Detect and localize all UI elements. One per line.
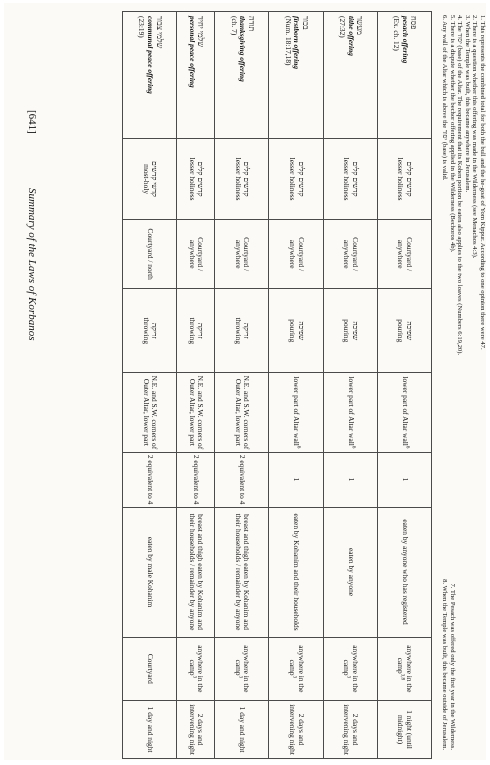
holiness-level: lesser holiness (233, 157, 243, 201)
footnote: 1. This represents the combined total for both the bull and the he-goat of Yom Kippur. According to one opinion there were 47. (479, 15, 486, 350)
footnote-ref: 3 (345, 675, 351, 679)
holiness-level: lesser holiness (288, 157, 298, 201)
blood-service: pouring (342, 319, 352, 343)
offering-hebrew: מעשר (355, 16, 365, 35)
offering-name: firstborn offering (292, 16, 302, 70)
slaughter-location-cell (377, 220, 431, 289)
offering-name: communal peace offering (145, 16, 155, 94)
table-row (123, 12, 177, 759)
blood-service: throwing (141, 317, 151, 345)
offering-hebrew: תודה (246, 16, 256, 32)
blood-placement: lower part of Altar wall (400, 376, 410, 446)
blood-service-cell (123, 289, 177, 373)
offering-name: tithe offering (346, 16, 356, 56)
blood-placement: N.E. and S.W. corners of Outer Altar, lower part (187, 375, 206, 450)
holiness-hebrew: קדשים קלים (296, 161, 306, 197)
time-limit: 2 days and intervening night (187, 704, 206, 755)
eating-location-cell (177, 637, 215, 701)
footnote: 6. Any wall of the Altar which is above the יסוד (base) is valid. (441, 15, 449, 181)
rotated-content (6, 5, 488, 765)
time-limit-cell (377, 701, 431, 759)
eating-location: anywhere in the camp (396, 645, 414, 693)
eaten-by-cell (177, 507, 215, 637)
holiness-hebrew: קדשים קלים (196, 161, 206, 197)
eating-location: anywhere in the camp (233, 645, 252, 693)
offering-name: pesach offering (400, 16, 410, 64)
holiness-cell (269, 139, 323, 220)
holiness-cell (215, 139, 269, 220)
footnote: 3. When the Temple was built, this became anywhere in Jerusalem. (464, 15, 471, 193)
blood-service: pouring (288, 319, 298, 343)
footnote: 4. The יסוד (base) of the Altar. The requirement that its Kohen portion be eaten also applies to the two loaves (Numbers 6:19,20). (456, 15, 464, 356)
applications: 1 (346, 477, 356, 482)
slaughter-location-cell (215, 220, 269, 289)
time-limit-cell (323, 701, 377, 759)
blood-service-hebrew: זריקה (196, 322, 206, 339)
eating-location: anywhere in the camp (187, 645, 206, 693)
blood-service-cell (177, 289, 215, 373)
holiness-level: lesser holiness (187, 157, 197, 201)
eating-location-cell (269, 637, 323, 701)
slaughter-location-cell (269, 220, 323, 289)
blood-placement-cell (123, 373, 177, 452)
applications: 2 equivalent to 4 (238, 454, 248, 505)
holiness-cell (323, 139, 377, 220)
applications: 2 equivalent to 4 (192, 454, 202, 505)
offering-reference: (27:32) (337, 16, 347, 38)
offering-hebrew: פסח (409, 16, 419, 30)
footnote-ref: 3 (291, 675, 297, 679)
offering-name-cell (323, 12, 377, 139)
eaten-by: breast and thigh eaten by Kohanim and their households / remainder by anyone (187, 513, 206, 631)
offering-hebrew: שלמי יחיד (196, 16, 206, 48)
eaten-by-cell (269, 507, 323, 637)
applications-cell (377, 452, 431, 507)
eating-location-cell (215, 637, 269, 701)
offerings-table (122, 11, 432, 759)
blood-placement-cell (323, 373, 377, 452)
footnote: 7. The Pesach was offered only the first year in the Wilderness. (449, 583, 456, 750)
applications-cell (323, 452, 377, 507)
blood-service-cell (377, 289, 431, 373)
holiness-level: lesser holiness (342, 157, 352, 201)
slaughter-location: Courtyard / anywhere (233, 237, 252, 272)
footnote: 2. There is a question whether this offering was made in the Wilderness (see Menachos 4:3). (471, 15, 479, 259)
holiness-hebrew: קדשים קלים (242, 161, 252, 197)
offering-reference: (Ex. ch. 12) (392, 16, 402, 51)
eating-location-cell (323, 637, 377, 701)
eaten-by: breast and thigh eaten by Kohanim and their households / remainder by anyone (233, 513, 252, 631)
time-limit: 1 day and night (145, 706, 155, 753)
footnote: 8. When the Temple was built, this became outside of Jerusalem. (441, 579, 449, 750)
blood-placement-cell (215, 373, 269, 452)
offering-reference: (ch. 7) (229, 16, 239, 36)
eaten-by: eaten by anyone (346, 548, 356, 597)
time-limit-cell (177, 701, 215, 759)
blood-service-hebrew: שפיכה (405, 321, 414, 341)
holiness-hebrew: קדשים קלים (405, 161, 414, 197)
blood-service-cell (215, 289, 269, 373)
eaten-by-cell (123, 507, 177, 637)
footnote-ref: 3,8 (399, 673, 405, 680)
slaughter-location-cell (123, 220, 177, 289)
offering-name-cell (123, 12, 177, 139)
footnote-ref: 3 (191, 675, 197, 679)
scanned-page (4, 3, 486, 760)
footnote-ref: 6 (404, 445, 410, 449)
blood-placement: lower part of Altar wall (346, 376, 356, 446)
table-row (377, 12, 431, 759)
applications: 1 (292, 477, 302, 482)
table-row (215, 12, 269, 759)
blood-placement: N.E. and S.W. corners of Outer Altar, lower part (141, 375, 160, 450)
holiness-hebrew: קדשים קלים (350, 161, 360, 197)
blood-placement-cell (269, 373, 323, 452)
blood-service-hebrew: זריקה (242, 322, 252, 339)
blood-service: throwing (233, 317, 243, 345)
blood-service-cell (269, 289, 323, 373)
slaughter-location: Courtyard / north (145, 228, 155, 280)
eaten-by-cell (377, 507, 431, 637)
blood-service: throwing (187, 317, 197, 345)
blood-placement: N.E. and S.W. corners of Outer Altar, lower part (233, 375, 252, 450)
blood-service: pouring (396, 319, 406, 343)
time-limit: 2 days and intervening night (342, 704, 360, 755)
offering-hebrew: בכור (300, 16, 310, 30)
slaughter-location: Courtyard / anywhere (342, 237, 360, 272)
page-number: [641] (26, 110, 38, 134)
applications: 1 (400, 477, 410, 482)
holiness-cell (377, 139, 431, 220)
holiness-hebrew: קדשי קדשים (150, 161, 160, 197)
eating-location: Courtyard (145, 653, 155, 684)
holiness-cell (123, 139, 177, 220)
slaughter-location-cell (177, 220, 215, 289)
offering-reference: (23:19) (137, 16, 147, 38)
blood-service-cell (323, 289, 377, 373)
offering-name-cell (377, 12, 431, 139)
footnote: 5. There is a dispute whether the bechor offering applied in the Wilderness (Bechoros 4b). (449, 15, 456, 253)
offering-name-cell (269, 12, 323, 139)
time-limit: 2 days and intervening night (288, 704, 306, 755)
holiness-level: lesser holiness (396, 157, 406, 201)
eating-location: anywhere in the camp (342, 645, 360, 693)
applications-cell (269, 452, 323, 507)
blood-service-hebrew: שפיכה (296, 321, 306, 341)
time-limit-cell (123, 701, 177, 759)
offering-hebrew: שלמי צבור (154, 16, 164, 49)
table-row (269, 12, 323, 759)
time-limit: 1 night (until midnight) (396, 710, 414, 749)
footnotes (441, 15, 486, 750)
applications-cell (215, 452, 269, 507)
footnote-ref: 3 (237, 675, 243, 679)
eating-location-cell (377, 637, 431, 701)
blood-placement-cell (377, 373, 431, 452)
eaten-by: eaten by anyone who has registered (400, 519, 410, 625)
offering-name-cell (215, 12, 269, 139)
footnote-ref: 6 (295, 445, 301, 449)
applications-cell (123, 452, 177, 507)
eaten-by: eaten by Kohanim and their households (292, 513, 302, 631)
offering-name-cell (177, 12, 215, 139)
footnote-ref: 6 (349, 445, 355, 449)
eaten-by-cell (323, 507, 377, 637)
applications-cell (177, 452, 215, 507)
time-limit-cell (269, 701, 323, 759)
blood-service-hebrew: שפיכה (350, 321, 360, 341)
time-limit-cell (215, 701, 269, 759)
offering-name: personal peace offering (187, 16, 197, 88)
slaughter-location: Courtyard / anywhere (396, 237, 414, 272)
offering-reference: (Num. 18:17,18) (283, 16, 293, 66)
offering-name: thanksgiving offering (238, 16, 248, 82)
blood-service-hebrew: זריקה (150, 322, 160, 339)
table-row (177, 12, 215, 759)
running-title: Summary of the Laws of Korbanos (26, 188, 38, 341)
eaten-by: eaten by male Kohanim (145, 536, 155, 608)
slaughter-location-cell (323, 220, 377, 289)
table-row (323, 12, 377, 759)
blood-placement-cell (177, 373, 215, 452)
applications: 2 equivalent to 4 (145, 454, 155, 505)
eating-location: anywhere in the camp (288, 645, 306, 693)
slaughter-location: Courtyard / anywhere (187, 237, 206, 272)
holiness-level: most-holy (141, 164, 151, 195)
holiness-cell (177, 139, 215, 220)
eating-location-cell (123, 637, 177, 701)
slaughter-location: Courtyard / anywhere (288, 237, 306, 272)
blood-placement: lower part of Altar wall (292, 376, 302, 446)
eaten-by-cell (215, 507, 269, 637)
time-limit: 1 day and night (238, 706, 248, 753)
